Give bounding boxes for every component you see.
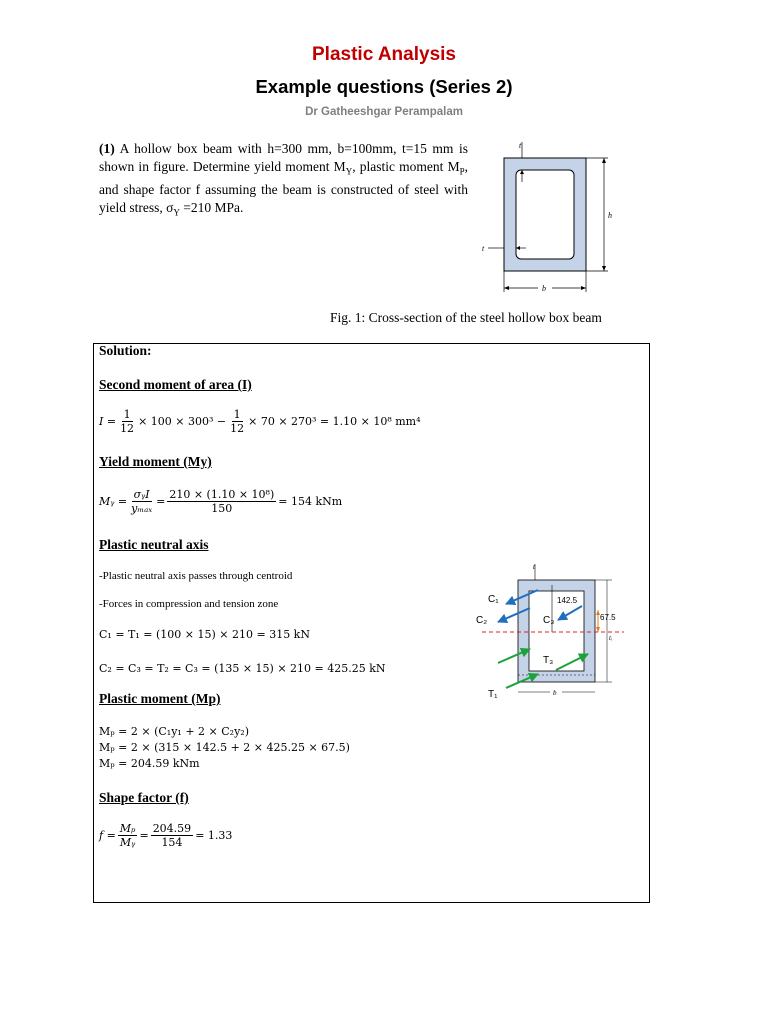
label-t1: T₁ [488, 689, 498, 700]
eq-yield-rhs: = 154 kNm [278, 495, 343, 508]
document-subtitle: Example questions (Series 2) [255, 76, 513, 97]
eq-inertia-lhs: I = [99, 415, 117, 428]
label-t-top: t [519, 141, 522, 150]
frac-num: 1 [233, 408, 241, 421]
eq-shape-factor [99, 822, 232, 849]
eq-sf-rhs: = 1.33 [195, 829, 233, 842]
label-b-force: b [553, 689, 557, 697]
eq-inertia-rhs: × 70 × 270³ = 1.10 × 10⁸ mm⁴ [248, 415, 421, 428]
y2-arrow-bottom [596, 627, 600, 632]
dim-142-5: 142.5 [557, 596, 578, 605]
section-plastic-moment: Plastic moment (Mp) [99, 691, 221, 706]
eq-sf-lhs: f = [99, 829, 116, 842]
eq-inertia-mid: × 100 × 300³ − [138, 415, 227, 428]
eq-c2-c3: C₂ = C₃ = T₂ = C₃ = (135 × 15) × 210 = 425.25 kN [99, 662, 386, 675]
frac-den: Mᵧ [119, 836, 136, 849]
eq-inertia [99, 408, 421, 435]
frac-num: 204.59 [152, 822, 192, 835]
frac-num: Mₚ [119, 822, 136, 835]
eq-yield [99, 488, 342, 515]
dim-67-5: 67.5 [600, 613, 616, 622]
force-diagram-figure [472, 560, 632, 710]
frac-num: 1 [123, 408, 131, 421]
label-t: t [533, 563, 535, 571]
question-sub-y2: Y [173, 207, 180, 218]
solution-title: Solution: [99, 343, 152, 358]
label-h: h [608, 211, 612, 220]
section-second-moment: Second moment of area (I) [99, 377, 252, 392]
eq-sf-equals: = [139, 829, 149, 842]
section-shape-factor: Shape factor (f) [99, 790, 189, 805]
label-c3: C₃ [543, 615, 555, 626]
question-sub-y: Y [345, 166, 353, 177]
frac-den: 154 [161, 836, 183, 849]
eq-mp-3: Mₚ = 204.59 kNm [99, 757, 200, 770]
eq-mp-1: Mₚ = 2 × (C₁y₁ + 2 × C₂y₂) [99, 725, 249, 738]
frac-num: σᵧI [133, 488, 150, 501]
frac-den: 12 [120, 422, 135, 435]
section-yield-moment: Yield moment (My) [99, 454, 212, 469]
label-c1: C₁ [488, 594, 499, 605]
h-arrow-top [602, 158, 606, 163]
pna-note-1: -Plastic neutral axis passes through centroid [99, 570, 293, 582]
label-c2: C₂ [476, 615, 488, 626]
h-arrow-bottom [602, 266, 606, 271]
eq-sf-frac2 [151, 822, 194, 849]
frac-den: 150 [211, 502, 233, 515]
frac-num: 210 × (1.10 × 10⁸) [169, 488, 275, 501]
eq-mp-2: Mₚ = 2 × (315 × 142.5 + 2 × 425.25 × 67.5) [99, 741, 350, 754]
question-text-part4: =210 MPa. [179, 199, 244, 215]
b-arrow-right [581, 286, 586, 290]
label-t-left: t [482, 244, 485, 253]
question-text-part3: , and shape factor f assuming the beam is constructed of steel with yield stress, σ [99, 159, 468, 215]
label-t3: T₃ [543, 655, 554, 666]
eq-sf-frac1 [118, 822, 138, 849]
frac-den: yₘₐₓ [131, 502, 153, 515]
eq-inertia-frac2 [228, 408, 246, 435]
eq-yield-lhs: Mᵧ = [99, 495, 128, 508]
question-text-part2: , plastic moment M [352, 159, 460, 174]
eq-inertia-frac1 [118, 408, 136, 435]
eq-yield-frac1 [129, 488, 154, 515]
frac-den: 12 [230, 422, 245, 435]
b-arrow-left [504, 286, 509, 290]
label-ti: tᵢ [609, 634, 613, 642]
question-sub-p: P [459, 166, 465, 177]
section-plastic-neutral-axis: Plastic neutral axis [99, 537, 209, 552]
question-text [99, 140, 468, 221]
eq-c1-t1: C₁ = T₁ = (100 × 15) × 210 = 315 kN [99, 628, 310, 641]
document-author: Dr Gatheeshgar Perampalam [305, 106, 463, 118]
question-number: (1) [99, 141, 115, 156]
figure-caption: Fig. 1: Cross-section of the steel hollow box beam [330, 310, 602, 325]
document-title: Plastic Analysis [312, 44, 456, 65]
pna-note-2: -Forces in compression and tension zone [99, 598, 279, 610]
box-inner-void [516, 170, 574, 259]
label-b: b [542, 284, 546, 293]
eq-yield-equals: = [156, 495, 166, 508]
box-section-figure [474, 138, 624, 300]
question-text-part1: A hollow box beam with h=300 mm, b=100mm, t=15 mm is shown in figure. Determine yield moment M [99, 141, 468, 174]
eq-yield-frac2 [167, 488, 276, 515]
